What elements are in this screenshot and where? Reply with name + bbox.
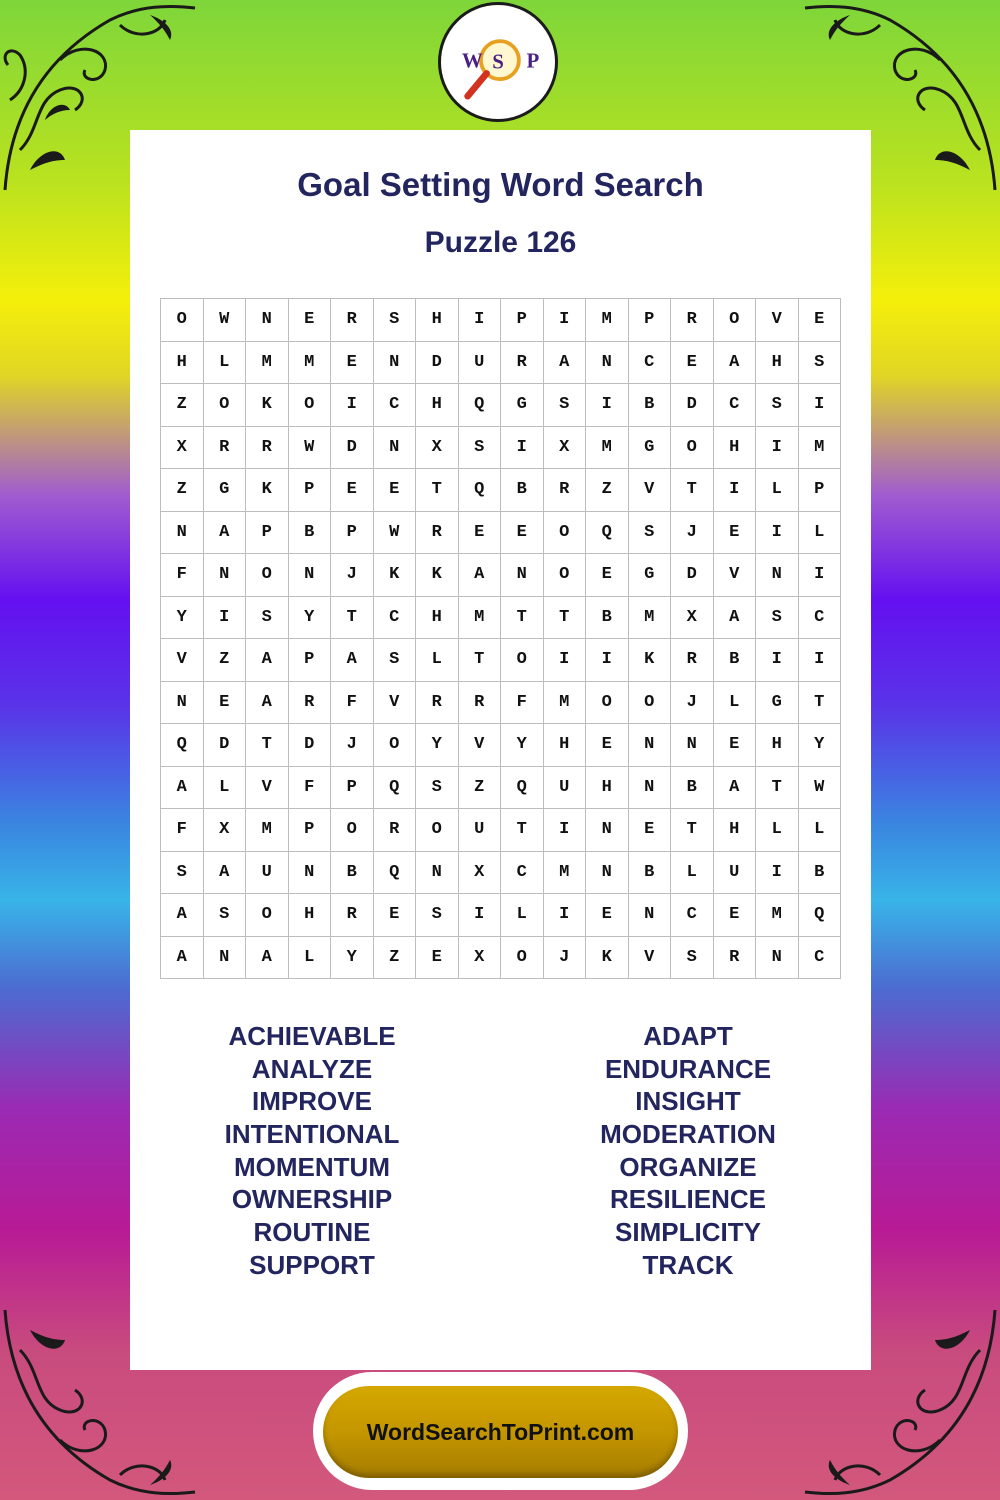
grid-cell[interactable]: N	[289, 852, 332, 895]
grid-cell[interactable]: N	[204, 937, 247, 980]
grid-cell[interactable]: J	[331, 554, 374, 597]
grid-cell[interactable]: X	[544, 427, 587, 470]
grid-cell[interactable]: T	[459, 639, 502, 682]
grid-cell[interactable]: T	[799, 682, 842, 725]
grid-cell[interactable]: G	[629, 554, 672, 597]
grid-cell[interactable]: O	[586, 682, 629, 725]
grid-cell[interactable]: C	[671, 894, 714, 937]
grid-cell[interactable]: C	[629, 342, 672, 385]
grid-cell[interactable]: I	[459, 299, 502, 342]
grid-cell[interactable]: K	[586, 937, 629, 980]
grid-cell[interactable]: H	[416, 597, 459, 640]
grid-cell[interactable]: C	[799, 597, 842, 640]
word-list-left	[162, 1020, 462, 1282]
grid-cell[interactable]: H	[586, 767, 629, 810]
footer-badge	[313, 1372, 688, 1490]
grid-cell[interactable]: V	[714, 554, 757, 597]
grid-cell[interactable]: O	[246, 554, 289, 597]
grid-cell[interactable]: E	[586, 554, 629, 597]
grid-cell[interactable]: L	[756, 469, 799, 512]
grid-cell[interactable]: M	[544, 852, 587, 895]
grid-cell[interactable]: M	[289, 342, 332, 385]
word-list-item: SUPPORT	[249, 1249, 375, 1280]
grid-cell[interactable]: A	[246, 937, 289, 980]
grid-cell[interactable]: R	[671, 299, 714, 342]
grid-cell[interactable]: I	[544, 299, 587, 342]
grid-cell[interactable]: X	[459, 937, 502, 980]
grid-cell[interactable]: P	[289, 469, 332, 512]
grid-cell[interactable]: M	[246, 342, 289, 385]
word-list-item: ANALYZE	[251, 1053, 373, 1084]
grid-cell[interactable]: J	[671, 512, 714, 555]
grid-cell[interactable]: O	[629, 682, 672, 725]
grid-cell[interactable]: A	[331, 639, 374, 682]
grid-cell[interactable]: J	[544, 937, 587, 980]
grid-cell[interactable]: S	[459, 427, 502, 470]
grid-cell[interactable]: P	[289, 809, 332, 852]
grid-cell[interactable]: A	[161, 894, 204, 937]
grid-cell[interactable]: A	[714, 767, 757, 810]
grid-cell[interactable]: X	[459, 852, 502, 895]
grid-cell[interactable]: L	[289, 937, 332, 980]
grid-cell[interactable]: K	[246, 384, 289, 427]
grid-cell[interactable]: W	[799, 767, 842, 810]
grid-cell[interactable]: H	[289, 894, 332, 937]
grid-cell[interactable]: E	[629, 809, 672, 852]
grid-cell[interactable]: R	[501, 342, 544, 385]
grid-cell[interactable]: X	[671, 597, 714, 640]
grid-cell[interactable]: V	[161, 639, 204, 682]
grid-cell[interactable]: O	[246, 894, 289, 937]
grid-cell[interactable]: N	[289, 554, 332, 597]
grid-cell[interactable]: T	[671, 809, 714, 852]
grid-cell[interactable]: I	[756, 639, 799, 682]
grid-cell[interactable]: H	[161, 342, 204, 385]
word-list-item: INSIGHT	[635, 1086, 741, 1117]
grid-cell[interactable]: X	[161, 427, 204, 470]
logo-letter-s: S	[492, 49, 504, 74]
grid-cell[interactable]: G	[756, 682, 799, 725]
grid-cell[interactable]: D	[416, 342, 459, 385]
grid-cell[interactable]: Q	[374, 852, 417, 895]
grid-cell[interactable]: N	[374, 427, 417, 470]
grid-cell[interactable]: B	[714, 639, 757, 682]
grid-cell[interactable]: F	[161, 809, 204, 852]
grid-cell[interactable]: I	[756, 852, 799, 895]
grid-cell[interactable]: B	[289, 512, 332, 555]
grid-cell[interactable]: Q	[459, 384, 502, 427]
grid-cell[interactable]: N	[629, 724, 672, 767]
grid-cell[interactable]: T	[501, 597, 544, 640]
grid-cell[interactable]: O	[289, 384, 332, 427]
grid-cell[interactable]: R	[331, 894, 374, 937]
grid-cell[interactable]: S	[374, 639, 417, 682]
grid-cell[interactable]: E	[714, 512, 757, 555]
grid-cell[interactable]: K	[416, 554, 459, 597]
grid-cell[interactable]: L	[204, 342, 247, 385]
grid-cell[interactable]: Q	[161, 724, 204, 767]
grid-cell[interactable]: M	[756, 894, 799, 937]
grid-cell[interactable]: E	[501, 512, 544, 555]
grid-cell[interactable]: J	[671, 682, 714, 725]
grid-cell[interactable]: R	[671, 639, 714, 682]
grid-cell[interactable]: Z	[374, 937, 417, 980]
grid-cell[interactable]: K	[629, 639, 672, 682]
grid-cell[interactable]: N	[246, 299, 289, 342]
word-list-item: MOMENTUM	[234, 1151, 390, 1182]
grid-cell[interactable]: F	[289, 767, 332, 810]
grid-cell[interactable]: B	[629, 852, 672, 895]
grid-cell[interactable]: L	[671, 852, 714, 895]
grid-cell[interactable]: P	[246, 512, 289, 555]
grid-cell[interactable]: M	[459, 597, 502, 640]
grid-cell[interactable]: G	[629, 427, 672, 470]
grid-cell[interactable]: H	[416, 299, 459, 342]
grid-cell[interactable]: S	[161, 852, 204, 895]
grid-cell[interactable]: Y	[799, 724, 842, 767]
word-list-item: ADAPT	[643, 1021, 733, 1051]
grid-cell[interactable]: V	[629, 469, 672, 512]
grid-cell[interactable]: E	[714, 894, 757, 937]
grid-cell[interactable]: H	[714, 809, 757, 852]
grid-cell[interactable]: A	[246, 682, 289, 725]
word-list-item: OWNERSHIP	[231, 1184, 393, 1215]
grid-cell[interactable]: L	[799, 809, 842, 852]
grid-cell[interactable]: S	[416, 767, 459, 810]
grid-cell[interactable]: T	[671, 469, 714, 512]
grid-cell[interactable]: P	[331, 512, 374, 555]
grid-cell[interactable]: S	[416, 894, 459, 937]
grid-cell[interactable]: V	[459, 724, 502, 767]
wsp-logo[interactable]	[438, 2, 558, 122]
grid-cell[interactable]: I	[799, 639, 842, 682]
grid-cell[interactable]: I	[799, 384, 842, 427]
grid-cell[interactable]: I	[501, 427, 544, 470]
grid-cell[interactable]: O	[161, 299, 204, 342]
grid-cell[interactable]: I	[544, 894, 587, 937]
grid-cell[interactable]: D	[671, 554, 714, 597]
grid-cell[interactable]: I	[459, 894, 502, 937]
grid-cell[interactable]: E	[416, 937, 459, 980]
grid-cell[interactable]: T	[501, 809, 544, 852]
grid-cell[interactable]: S	[756, 384, 799, 427]
grid-cell[interactable]: H	[756, 724, 799, 767]
grid-cell[interactable]: V	[246, 767, 289, 810]
grid-cell[interactable]: Q	[374, 767, 417, 810]
grid-cell[interactable]: E	[331, 342, 374, 385]
grid-cell[interactable]: O	[501, 639, 544, 682]
grid-cell[interactable]: E	[799, 299, 842, 342]
grid-cell[interactable]: V	[756, 299, 799, 342]
grid-cell[interactable]: I	[331, 384, 374, 427]
grid-cell[interactable]: L	[799, 512, 842, 555]
grid-cell[interactable]: L	[416, 639, 459, 682]
grid-cell[interactable]: D	[204, 724, 247, 767]
grid-cell[interactable]: B	[501, 469, 544, 512]
grid-cell[interactable]: R	[459, 682, 502, 725]
grid-cell[interactable]: H	[416, 384, 459, 427]
word-list-item: RESILIENCE	[609, 1184, 767, 1215]
grid-cell[interactable]: N	[161, 682, 204, 725]
grid-cell[interactable]: N	[501, 554, 544, 597]
grid-cell[interactable]: I	[799, 554, 842, 597]
grid-cell[interactable]: O	[501, 937, 544, 980]
grid-cell[interactable]: N	[416, 852, 459, 895]
grid-cell[interactable]: R	[416, 682, 459, 725]
grid-cell[interactable]: A	[204, 512, 247, 555]
grid-cell[interactable]: A	[246, 639, 289, 682]
grid-cell[interactable]: I	[586, 384, 629, 427]
grid-cell[interactable]: I	[544, 809, 587, 852]
grid-cell[interactable]: S	[671, 937, 714, 980]
grid-cell[interactable]: R	[204, 427, 247, 470]
grid-cell[interactable]: P	[799, 469, 842, 512]
grid-cell[interactable]: T	[331, 597, 374, 640]
grid-cell[interactable]: U	[459, 809, 502, 852]
grid-cell[interactable]: R	[416, 512, 459, 555]
grid-cell[interactable]: T	[416, 469, 459, 512]
grid-cell[interactable]: N	[756, 554, 799, 597]
puzzle-card	[130, 130, 871, 1370]
word-list-item: ENDURANCE	[604, 1053, 772, 1084]
grid-cell[interactable]: A	[161, 767, 204, 810]
grid-cell[interactable]: M	[544, 682, 587, 725]
grid-cell[interactable]: A	[161, 937, 204, 980]
grid-cell[interactable]: H	[756, 342, 799, 385]
grid-cell[interactable]: Q	[799, 894, 842, 937]
grid-cell[interactable]: E	[374, 469, 417, 512]
puzzle-number: Puzzle 126	[424, 226, 577, 259]
grid-cell[interactable]: T	[756, 767, 799, 810]
grid-cell[interactable]: R	[246, 427, 289, 470]
grid-cell[interactable]: N	[161, 512, 204, 555]
page-title: Goal Setting Word Search	[297, 166, 704, 203]
grid-cell[interactable]: N	[374, 342, 417, 385]
word-list-item: ORGANIZE	[619, 1151, 757, 1182]
grid-cell[interactable]: I	[544, 639, 587, 682]
grid-cell[interactable]: O	[204, 384, 247, 427]
grid-cell[interactable]: B	[331, 852, 374, 895]
grid-cell[interactable]: B	[671, 767, 714, 810]
word-list-item: TRACK	[642, 1249, 734, 1280]
grid-cell[interactable]: L	[204, 767, 247, 810]
site-link-button[interactable]	[323, 1386, 678, 1478]
grid-cell[interactable]: O	[416, 809, 459, 852]
grid-cell[interactable]: K	[246, 469, 289, 512]
grid-cell[interactable]: Y	[501, 724, 544, 767]
grid-cell[interactable]: D	[331, 427, 374, 470]
grid-cell[interactable]: Z	[204, 639, 247, 682]
grid-cell[interactable]: T	[246, 724, 289, 767]
grid-cell[interactable]: E	[671, 342, 714, 385]
grid-cell[interactable]: A	[544, 342, 587, 385]
grid-cell[interactable]: B	[586, 597, 629, 640]
grid-cell[interactable]: A	[714, 597, 757, 640]
grid-cell[interactable]: M	[586, 427, 629, 470]
grid-cell[interactable]: M	[246, 809, 289, 852]
grid-cell[interactable]: T	[544, 597, 587, 640]
grid-cell[interactable]: R	[544, 469, 587, 512]
grid-cell[interactable]: S	[374, 299, 417, 342]
grid-cell[interactable]: Z	[161, 384, 204, 427]
grid-cell[interactable]: F	[161, 554, 204, 597]
grid-cell[interactable]: B	[799, 852, 842, 895]
grid-cell[interactable]: E	[459, 512, 502, 555]
grid-cell[interactable]: S	[204, 894, 247, 937]
grid-cell[interactable]: U	[714, 852, 757, 895]
word-list-item: INTENTIONAL	[224, 1119, 400, 1150]
grid-cell[interactable]: M	[586, 299, 629, 342]
grid-cell[interactable]: O	[544, 554, 587, 597]
word-list-item: MODERATION	[600, 1119, 776, 1150]
word-list-item: ACHIEVABLE	[228, 1021, 396, 1051]
word-list-item: SIMPLICITY	[615, 1217, 761, 1248]
grid-cell[interactable]: L	[501, 894, 544, 937]
grid-cell[interactable]: L	[714, 682, 757, 725]
grid-cell[interactable]: E	[714, 724, 757, 767]
grid-cell[interactable]: W	[204, 299, 247, 342]
grid-cell[interactable]: O	[374, 724, 417, 767]
grid-cell[interactable]: U	[246, 852, 289, 895]
grid-cell[interactable]: A	[459, 554, 502, 597]
word-list-item: IMPROVE	[252, 1086, 372, 1117]
grid-cell[interactable]: J	[331, 724, 374, 767]
grid-cell[interactable]: N	[204, 554, 247, 597]
grid-cell[interactable]: U	[459, 342, 502, 385]
grid-cell[interactable]: Q	[459, 469, 502, 512]
grid-cell[interactable]: Q	[586, 512, 629, 555]
grid-cell[interactable]: E	[586, 894, 629, 937]
grid-cell[interactable]: O	[331, 809, 374, 852]
grid-cell[interactable]: Y	[331, 937, 374, 980]
grid-cell[interactable]: C	[714, 384, 757, 427]
grid-cell[interactable]: E	[331, 469, 374, 512]
word-list-item: ROUTINE	[253, 1217, 371, 1248]
grid-cell[interactable]: P	[331, 767, 374, 810]
grid-cell[interactable]: Z	[459, 767, 502, 810]
grid-cell[interactable]: F	[331, 682, 374, 725]
grid-cell[interactable]: X	[416, 427, 459, 470]
grid-cell[interactable]: N	[671, 724, 714, 767]
grid-cell[interactable]: L	[756, 809, 799, 852]
grid-cell[interactable]: W	[289, 427, 332, 470]
grid-cell[interactable]: R	[289, 682, 332, 725]
grid-cell[interactable]: C	[374, 597, 417, 640]
grid-cell[interactable]: V	[374, 682, 417, 725]
grid-cell[interactable]: H	[714, 427, 757, 470]
grid-cell[interactable]: P	[501, 299, 544, 342]
grid-cell[interactable]: Z	[586, 469, 629, 512]
grid-cell[interactable]: Q	[501, 767, 544, 810]
grid-cell[interactable]: N	[629, 894, 672, 937]
grid-cell[interactable]: A	[714, 342, 757, 385]
grid-cell[interactable]: R	[331, 299, 374, 342]
grid-cell[interactable]: P	[629, 299, 672, 342]
grid-cell[interactable]: Z	[161, 469, 204, 512]
logo-letter-p: P	[526, 48, 540, 73]
grid-cell[interactable]: M	[629, 597, 672, 640]
grid-cell[interactable]: E	[289, 299, 332, 342]
grid-cell[interactable]: S	[246, 597, 289, 640]
grid-cell[interactable]: G	[204, 469, 247, 512]
word-list-right	[538, 1020, 838, 1282]
grid-cell[interactable]: I	[586, 639, 629, 682]
grid-cell[interactable]: I	[756, 427, 799, 470]
grid-cell[interactable]: O	[671, 427, 714, 470]
grid-cell[interactable]: D	[289, 724, 332, 767]
grid-cell[interactable]: C	[501, 852, 544, 895]
grid-cell[interactable]: N	[586, 342, 629, 385]
grid-cell[interactable]: I	[714, 469, 757, 512]
grid-cell[interactable]: S	[629, 512, 672, 555]
letter-grid	[160, 298, 841, 979]
grid-cell[interactable]: M	[799, 427, 842, 470]
grid-cell[interactable]: U	[544, 767, 587, 810]
grid-cell[interactable]: C	[799, 937, 842, 980]
grid-cell[interactable]: X	[204, 809, 247, 852]
grid-cell[interactable]: F	[501, 682, 544, 725]
grid-cell[interactable]: Y	[161, 597, 204, 640]
grid-cell[interactable]: V	[629, 937, 672, 980]
grid-cell[interactable]: A	[204, 852, 247, 895]
grid-cell[interactable]: Y	[289, 597, 332, 640]
grid-cell[interactable]: N	[756, 937, 799, 980]
grid-cell[interactable]: R	[374, 809, 417, 852]
grid-cell[interactable]: O	[544, 512, 587, 555]
grid-cell[interactable]: Y	[416, 724, 459, 767]
grid-cell[interactable]: D	[671, 384, 714, 427]
site-link-text: WordSearchToPrint.com	[366, 1418, 635, 1445]
grid-cell[interactable]: S	[544, 384, 587, 427]
grid-cell[interactable]: I	[204, 597, 247, 640]
grid-cell[interactable]: H	[544, 724, 587, 767]
grid-cell[interactable]: B	[629, 384, 672, 427]
grid-cell[interactable]: C	[374, 384, 417, 427]
grid-cell[interactable]: E	[374, 894, 417, 937]
grid-cell[interactable]: S	[799, 342, 842, 385]
grid-cell[interactable]: E	[204, 682, 247, 725]
grid-cell[interactable]: N	[586, 852, 629, 895]
grid-cell[interactable]: I	[756, 512, 799, 555]
grid-cell[interactable]: R	[714, 937, 757, 980]
grid-cell[interactable]: S	[756, 597, 799, 640]
grid-cell[interactable]: N	[586, 809, 629, 852]
grid-cell[interactable]: O	[714, 299, 757, 342]
grid-cell[interactable]: N	[629, 767, 672, 810]
grid-cell[interactable]: P	[289, 639, 332, 682]
grid-cell[interactable]: E	[586, 724, 629, 767]
grid-cell[interactable]: K	[374, 554, 417, 597]
grid-cell[interactable]: W	[374, 512, 417, 555]
grid-cell[interactable]: G	[501, 384, 544, 427]
logo-letter-w: W	[461, 48, 483, 73]
